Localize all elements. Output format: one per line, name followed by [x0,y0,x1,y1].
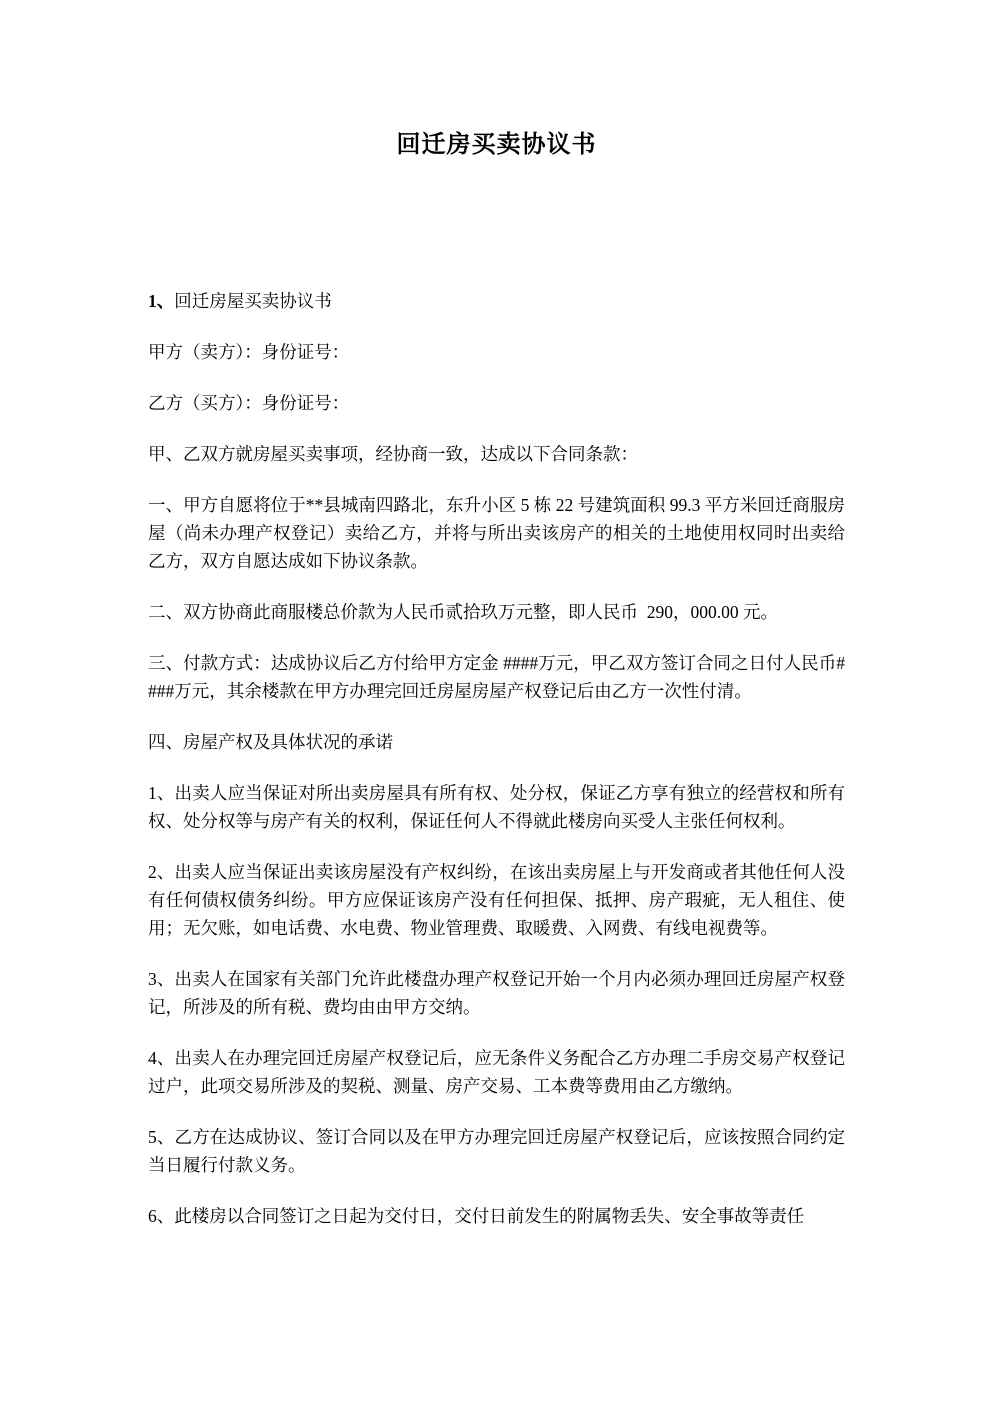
clause-2: 二、双方协商此商服楼总价款为人民币贰拾玖万元整，即人民币 290，000.00 元。 [148,602,778,622]
clause-4-item-5: 5、乙方在达成协议、签订合同以及在甲方办理完回迁房屋产权登记后，应该按照合同约定当日履行付款义务。 [148,1127,845,1175]
document-title: 回迁房买卖协议书 [396,132,597,158]
party-a-line: 甲方（卖方）：身份证号： [148,342,350,362]
clause-4-heading: 四、房屋产权及具体状况的承诺 [148,732,393,752]
clause-1: 一、甲方自愿将位于**县城南四路北，东升小区 5 栋 22 号建筑面积 99.3 平方米回迁商服房屋（尚未办理产权登记）卖给乙方，并将与所出卖该房产的相关的土地使用权同时出卖给乙方，双方自愿达成如下协议条款。 [148,495,845,571]
clause-4-item-1: 1、出卖人应当保证对所出卖房屋具有所有权、处分权，保证乙方享有独立的经营权和所有权、处分权等与房产有关的权利，保证任何人不得就此楼房向买受人主张任何权利。 [148,783,845,831]
clause-4-item-2: 2、出卖人应当保证出卖该房屋没有产权纠纷，在该出卖房屋上与开发商或者其他任何人没有任何债权债务纠纷。甲方应保证该房产没有任何担保、抵押、房产瑕疵，无人租住、使用；无欠账，如电话费、水电费、物业管理费、取暖费、入网费、有线电视费等。 [148,862,845,938]
preamble: 甲、乙双方就房屋买卖事项，经协商一致，达成以下合同条款： [148,444,638,464]
clause-4-item-6: 6、此楼房以合同签订之日起为交付日，交付日前发生的附属物丢失、安全事故等责任 [148,1206,805,1226]
list-heading [148,287,845,315]
party-b-line: 乙方（买方）：身份证号： [148,393,350,413]
list-heading-number: 1、 [148,291,175,311]
clause-4-item-3: 3、出卖人在国家有关部门允许此楼盘办理产权登记开始一个月内必须办理回迁房屋产权登记，所涉及的所有税、费均由由甲方交纳。 [148,969,845,1017]
clause-4-item-4: 4、出卖人在办理完回迁房屋产权登记后，应无条件义务配合乙方办理二手房交易产权登记过户，此项交易所涉及的契税、测量、房产交易、工本费等费用由乙方缴纳。 [148,1048,845,1096]
clause-3: 三、付款方式：达成协议后乙方付给甲方定金 ####万元，甲乙双方签订合同之日付人民币####万元，其余楼款在甲方办理完回迁房屋房屋产权登记后由乙方一次性付清。 [148,653,845,701]
list-heading-text: 回迁房屋买卖协议书 [174,291,332,311]
